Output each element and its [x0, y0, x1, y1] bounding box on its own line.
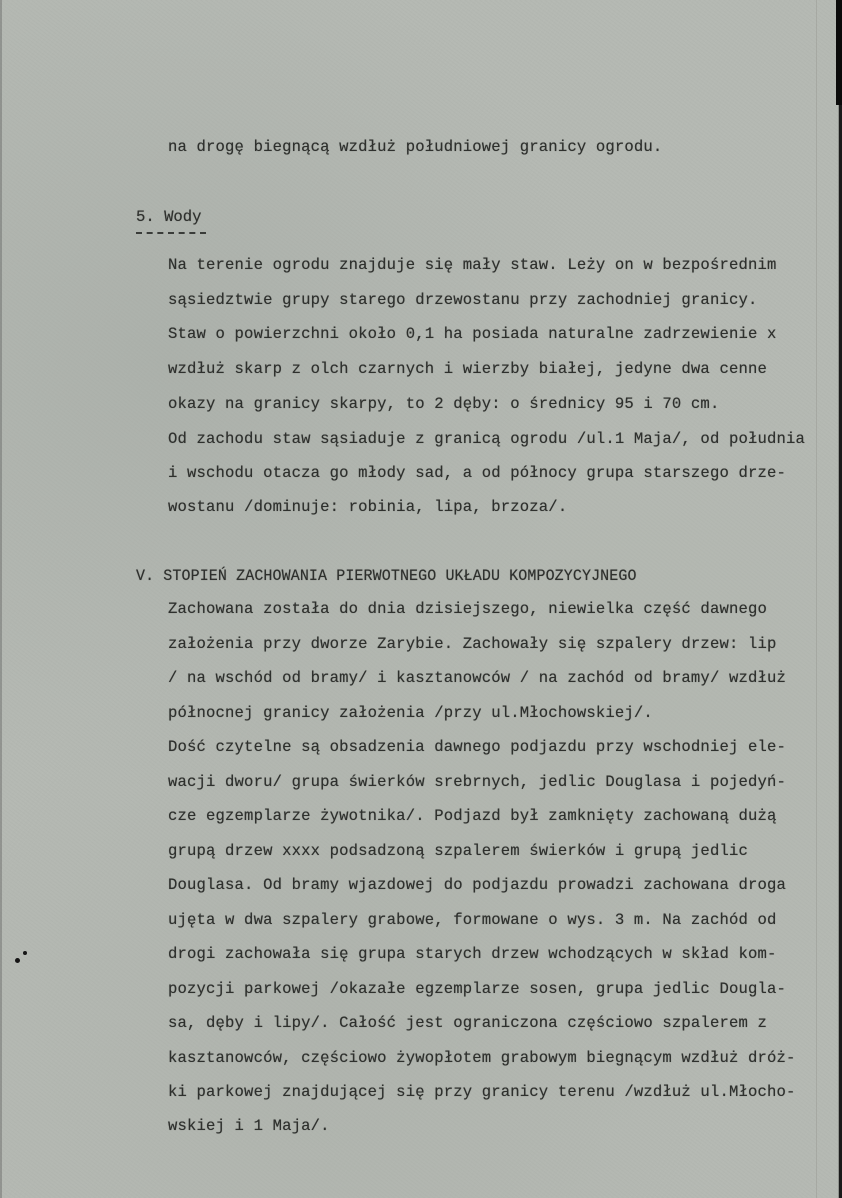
- section-V-line: ujęta w dwa szpalery grabowe, formowane o wys. 3 m. Na zachód od: [168, 911, 777, 929]
- section-5-heading: 5. Wody: [136, 208, 202, 226]
- section-V-line: grupą drzew xxxx podsadzoną szpalerem świerków i grupą jedlic: [168, 842, 748, 860]
- section-V-line: pozycji parkowej /okazałe egzemplarze sosen, grupa jedlic Dougla-: [168, 980, 787, 998]
- section-5-line: Na terenie ogrodu znajduje się mały staw. Leży on w bezpośrednim: [168, 256, 777, 274]
- section-V-line: założenia przy dworze Zarybie. Zachowały się szpalery drzew: lip: [168, 635, 777, 653]
- section-V-line: kasztanowców, częściowo żywopłotem grabowym biegnącym wzdłuż dróż-: [168, 1049, 796, 1067]
- section-5-line: Staw o powierzchni około 0,1 ha posiada naturalne zadrzewienie x: [168, 325, 777, 343]
- section-V-line: sa, dęby i lipy/. Całość jest ograniczona częściowo szpalerem z: [168, 1014, 767, 1032]
- section-V-line: drogi zachowała się grupa starych drzew wchodzących w skład kom-: [168, 945, 777, 963]
- section-V-line: / na wschód od bramy/ i kasztanowców / na zachód od bramy/ wzdłuż: [168, 669, 787, 687]
- section-V-line: Dość czytelne są obsadzenia dawnego podjazdu przy wschodniej ele-: [168, 738, 787, 756]
- section-V-line: Zachowana została do dnia dzisiejszego, niewielka część dawnego: [168, 600, 767, 618]
- section-V-line: wacji dworu/ grupa świerków srebrnych, jedlic Douglasa i pojedyń-: [168, 773, 787, 791]
- section-V-line: cze egzemplarze żywotnika/. Podjazd był zamknięty zachowaną dużą: [168, 807, 777, 825]
- section-V-line: ki parkowej znajdującej się przy granicy terenu /wzdłuż ul.Młocho-: [168, 1083, 796, 1101]
- section-5-line: Od zachodu staw sąsiaduje z granicą ogrodu /ul.1 Maja/, od południa: [168, 430, 806, 448]
- page-fold-line: [816, 0, 817, 1198]
- section-V-line: północnej granicy założenia /przy ul.Młochowskiej/.: [168, 704, 653, 722]
- page-torn-edge: [836, 0, 842, 105]
- section-V-heading: V. STOPIEŃ ZACHOWANIA PIERWOTNEGO UKŁADU KOMPOZYCYJNEGO: [136, 567, 637, 586]
- ink-speck: [15, 958, 20, 963]
- intro-line: na drogę biegnącą wzdłuż południowej granicy ogrodu.: [168, 138, 663, 156]
- section-5-line: sąsiedztwie grupy starego drzewostanu przy zachodniej granicy.: [168, 291, 758, 309]
- ink-speck: [23, 951, 27, 955]
- section-V-line: wskiej i 1 Maja/.: [168, 1117, 330, 1135]
- section-5-line: wzdłuż skarp z olch czarnych i wierzby białej, jedyne dwa cenne: [168, 360, 767, 378]
- section-5-line: wostanu /dominuje: robinia, lipa, brzoza/.: [168, 498, 568, 516]
- page-left-shadow: [0, 0, 2, 1198]
- section-5-underline: [136, 232, 206, 234]
- section-V-line: Douglasa. Od bramy wjazdowej do podjazdu prowadzi zachowana droga: [168, 876, 787, 894]
- section-5-line: okazy na granicy skarpy, to 2 dęby: o średnicy 95 i 70 cm.: [168, 395, 720, 413]
- section-5-line: i wschodu otacza go młody sad, a od północy grupa starszego drze-: [168, 464, 787, 482]
